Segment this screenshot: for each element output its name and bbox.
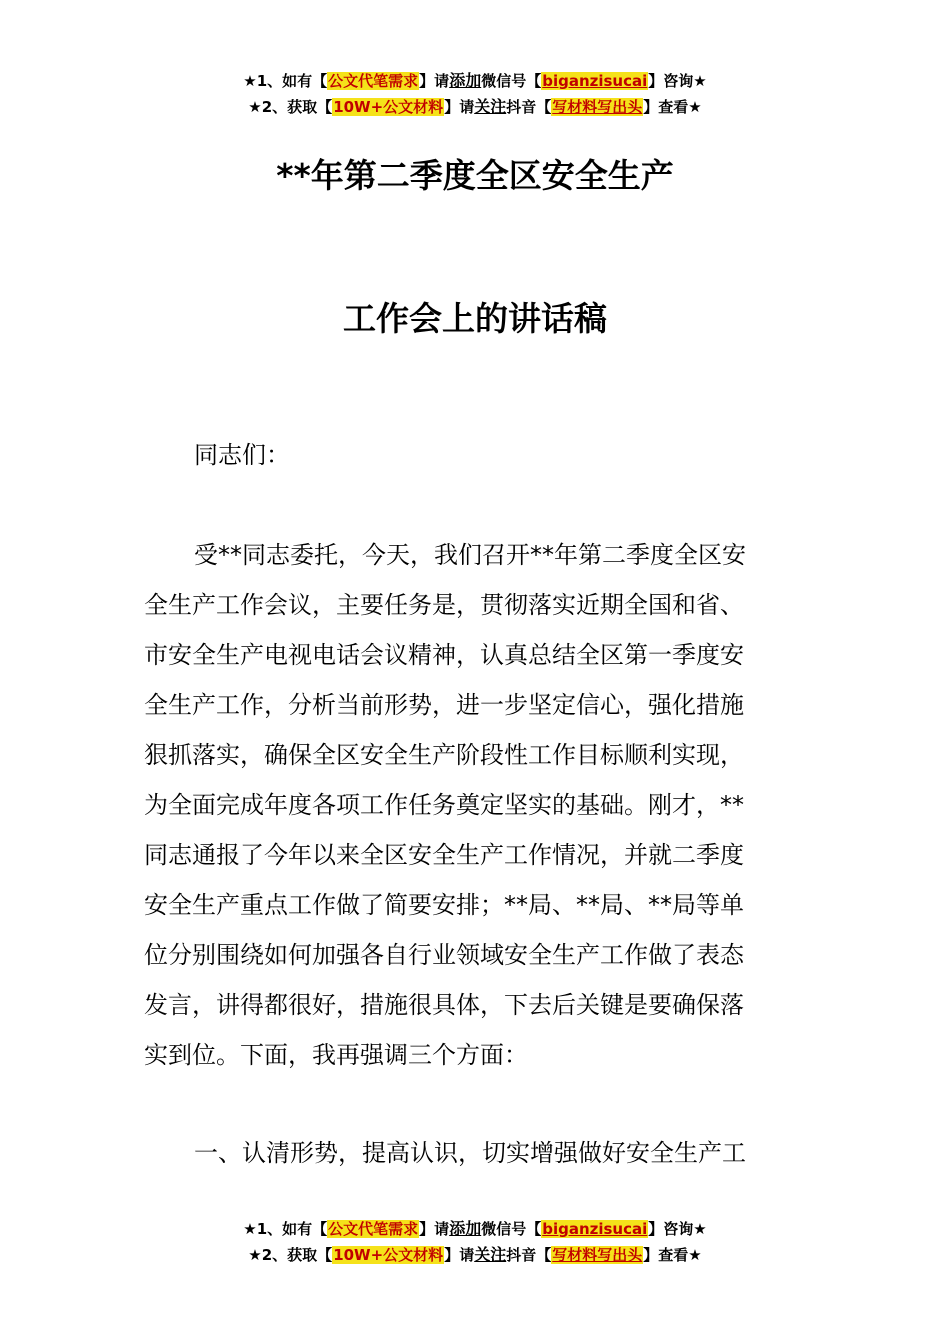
wechat-id-highlight: biganzisucai xyxy=(542,72,648,90)
promo-line-1: ★1、如有【公文代笔需求】请添加微信号【biganzisucai】咨询★ xyxy=(243,71,707,90)
body-line: 发言，讲得都很好，措施很具体，下去后关键是要确保落 xyxy=(144,991,744,1019)
section-heading: 一、认清形势，提高认识，切实增强做好安全生产工 xyxy=(194,1139,746,1167)
body-line: 同志通报了今年以来全区安全生产工作情况，并就二季度 xyxy=(144,841,744,869)
body-line: 全生产工作，分析当前形势，进一步坚定信心，强化措施 xyxy=(144,691,744,719)
body-line: 实到位。下面，我再强调三个方面： xyxy=(144,1041,528,1069)
body-line: 受**同志委托，今天，我们召开**年第二季度全区安 xyxy=(194,541,746,569)
wechat-id-highlight: biganzisucai xyxy=(542,1220,648,1238)
document-title-line-2: 工作会上的讲话稿 xyxy=(343,299,607,338)
body-paragraph xyxy=(144,530,812,1080)
body-line: 狠抓落实，确保全区安全生产阶段性工作目标顺利实现， xyxy=(144,741,744,769)
promo-line-2: ★2、获取【10W+公文材料】请关注抖音【写材料写出头】查看★ xyxy=(248,97,702,116)
promo-line-2: ★2、获取【10W+公文材料】请关注抖音【写材料写出头】查看★ xyxy=(248,1245,702,1264)
douyin-id-highlight: 写材料写出头 xyxy=(552,98,643,116)
materials-highlight: 10W+公文材料 xyxy=(333,1246,444,1264)
promo-line-1: ★1、如有【公文代笔需求】请添加微信号【biganzisucai】咨询★ xyxy=(243,1219,707,1238)
service-highlight: 公文代笔需求 xyxy=(328,72,419,90)
promo-banner-top xyxy=(0,68,950,120)
salutation: 同志们： xyxy=(194,441,290,469)
document-title-line-1: **年第二季度全区安全生产 xyxy=(276,156,674,195)
promo-banner-bottom xyxy=(0,1216,950,1268)
body-line: 位分别围绕如何加强各自行业领域安全生产工作做了表态 xyxy=(144,941,744,969)
body-line: 全生产工作会议，主要任务是，贯彻落实近期全国和省、 xyxy=(144,591,744,619)
materials-highlight: 10W+公文材料 xyxy=(333,98,444,116)
douyin-id-highlight: 写材料写出头 xyxy=(552,1246,643,1264)
service-highlight: 公文代笔需求 xyxy=(328,1220,419,1238)
body-line: 安全生产重点工作做了简要安排；**局、**局、**局等单 xyxy=(144,891,744,919)
body-line: 市安全生产电视电话会议精神，认真总结全区第一季度安 xyxy=(144,641,744,669)
body-line: 为全面完成年度各项工作任务奠定坚实的基础。刚才，** xyxy=(144,791,744,819)
